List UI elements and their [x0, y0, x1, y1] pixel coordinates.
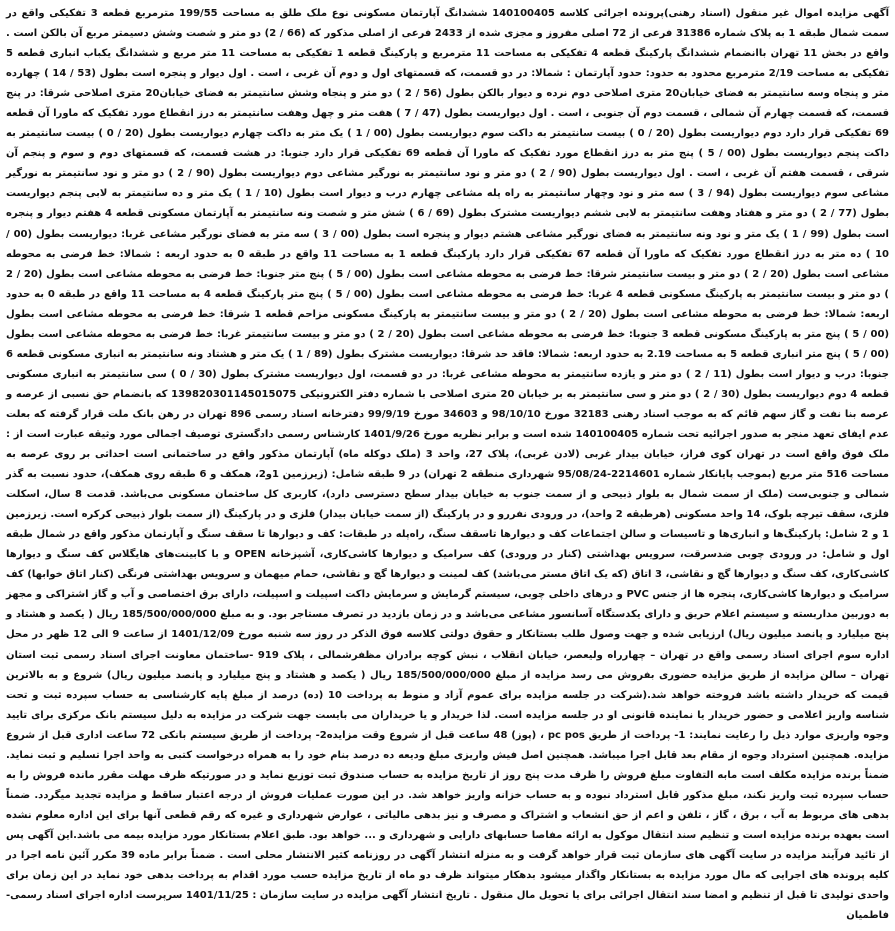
notice-signature: رسمی- فاطمیان — [6, 890, 889, 922]
notice-body: آگهی مزایده اموال غیر منقول (اسناد رهنی)پرونده اجرائی کلاسه 140100405 ششدانگ آپارتمان مسکونی نوع ملک طلق به مساحت 199/55 مترمربع قطعه 3 تفکیکی واقع در سمت شمال طبقه 1 به پلاک شماره 31386 فرعی از 72 اصلی مفروز و مجزی شده از 2433 فرعی از اصلی مذکور که (66 / 2) دو متر و شصت وشش دسیمتر مربع آن بالکن است . واقع در بخش 11 تهران باانضمام ششدانگ پارکینگ قطعه 4 تفکیکی به مساحت 11 مترمربع و پارکینگ قطعه 1 تفکیکی به مساحت 11 متر مربع و ششدانگ یکباب انباری قطعه 5 تفکیکی به مساحت 2/19 مترمربع محدود به حدود: حدود آپارتمان : شمالا: در دو قسمت، که قسمتهای اول و دوم آن غربی ، است . اول دیوار و پنجره است بطول (53 / 14 ) چهارده متر و پنجاه وسه سانتیمتر به فضای خیابان20 متری اصلاحی دوم نرده و دیوار بالکن بطول (56 / 2 ) دو متر و پنجاه وشش سانتیمتر به فضای خیابان20 متری اصلاحی شرقا: در پنج قسمت، که قسمت چهارم آن شمالی ، قسمت دوم آن جنوبی ، است . اول دیواریست بطول (47 / 7 ) هفت متر و چهل وهفت سانتیمتر به درز انقطاع مورد تفکیک که ماورا آن قطعه 69 تفکیکی قرار دارد دوم دیواریست بطول (20 / 0 ) بیست سانتیمتر به داکت سوم دیواریست بطول (00 / 1 ) یک متر به داکت چهارم دیواریست بطول (20 / 0 ) بیست سانتیمتر به داکت پنجم دیواریست بطول (00 / 5 ) پنج متر به درز انقطاع مورد تفکیک که ماورا آن قطعه 69 تفکیکی قرار دارد جنوبا: در هشت قسمت، که قسمتهای دوم و سوم و پنجم آن شرقی ، قسمت هفتم آن غربی ، است . اول دیواریست بطول (90 / 2 ) دو متر و نود سانتیمتر به نورگیر مشاعی دوم دیواریست بطول (90 / 2 ) دو متر و نود سانتیمتر به نورگیر مشاعی سوم دیواریست بطول (94 / 3 ) سه متر و نود وچهار سانتیمتر به راه پله مشاعی چهارم درب و دیوار است بطول (10 / 1 ) یک متر و ده سانتیمتر به لابی پنجم دیواریست بطول (77 / 2 ) دو متر و هفتاد وهفت سانتیمتر به لابی ششم دیواریست مشترک بطول (69 / 6 ) شش متر و شصت ونه سانتیمتر به آپارتمان مسکونی قطعه 4 هفتم دیوار و پنجره است بطول (99 / 1 ) یک متر و نود ونه سانتیمتر به فضای نورگیر مشاعی هشتم دیوار و پنجره است بطول (00 / 3 ) سه متر به فضای نورگیر مشاعی غربا: دیواریست بطول (00 / 10 ) ده متر به درز انقطاع مورد تفکیک که ماورا آن قطعه 67 تفکیکی قرار دارد پارکینگ قطعه 1 به مساحت 11 واقع در طبقه 0 به حدود اربعه : شمالا: خط فرضی به محوطه مشاعی است بطول (20 / 2 ) دو متر و بیست سانتیمتر شرقا: خط فرضی به محوطه مشاعی است بطول (00 / 5 ) پنج متر جنوبا: خط فرضی به محوطه مشاعی است بطول (20 / 2 ) دو متر و بیست سانتیمتر به پارکینگ مسکونی قطعه 4 غربا: خط فرضی به محوطه مشاعی است بطول (00 / 5 ) پنج متر پارکینگ قطعه 4 به مساحت 11 واقع در طبقه 0 به حدود اربعه: شمالا: خط فرضی به محوطه مشاعی است بطول (20 / 2 ) دو متر و بیست سانتیمتر به پارکینگ مسکونی مزاحم قطعه 1 شرقا: خط فرضی به محوطه مشاعی است بطول (00 / 5 ) پنج متر به پارکینگ مسکونی قطعه 3 جنوبا: خط فرضی به محوطه مشاعی است بطول (20 / 2 ) دو متر و بیست سانتیمتر غربا: خط فرضی به محوطه مشاعی است بطول (00 / 5 ) پنج متر انباری قطعه 5 به مساحت 2.19 به حدود اربعه: شمالا: فاقد حد شرقا: دیواریست مشترک بطول (89 / 1 ) یک متر و هشتاد ونه سانتیمتر به انباری مسکونی قطعه 6 جنوبا: درب و دیوار است بطول (11 / 2 ) دو متر و یازده سانتیمتر به محوطه مشاعی غربا: در دو قسمت، اول دیواریست مشترک بطول (30 / 0 ) سی سانتیمتر به انباری مسکونی قطعه 4 دوم دیواریست بطول (30 / 2 ) دو متر و سی سانتیمتر به بر خیابان 20 متری اصلاحی با شماره دفتر الکترونیکی 139820301145015075 که بانضمام حق نسبی از عرصه و عرصه بنا نفت و گاز سهم قائم که به موجب اسناد رهنی 32183 مورخ 98/10/10 و 34603 مورخ 99/9/19 دفترخانه اسناد رسمی 896 تهران در رهن بانک ملت قرار گرفته که بعلت عدم ایفای تعهد منجر به صدور اجرائیه تحت شماره 140100405 شده است و برابر نظریه مورخ 1401/9/26 کارشناس رسمی دادگستری توصیف اجمالی مورد وثیقه عبارت است از : ملک فوق واقع است در تهران کوی فراز، خیابان بیدار غربی (لادن غربی)، پلاک 27، واحد 3 (ملک دوکله ماه) آپارتمان مذکور واقع در ساختمانی است احداثی بر روی عرصه به مساحت 516 متر مربع (بموجب پایانکار شماره 2214601-95/08/24 شهرداری منطقه 2 تهران) در 9 طبقه شامل: (زیرزمین 1و2، همکف و 6 طبقه روی همکف)، حدود نسبت به گذر شمالی و جنوبی‌ست (ملک از سمت شمال به بلوار ذبیحی و از سمت جنوب به خیابان بیدار سطح دسترسی دارد)، کاربری کل ساختمان مسکونی می‌باشد. قدمت 8 سال، اسکلت فلزی، سقف تیرچه بلوک، 14 واحد مسکونی (هرطبقه 2 واحد)، در ورودی نفررو و در پارکینگ (از سمت خیابان بیدار) فلزی و در پارکینگ (از سمت بلوار ذبیحی کرکره است. زیرزمین 1 و 2 شامل: پارکینگ‌ها و انباری‌ها و تاسیسات و سالن اجتماعات کف و دیوارها تاسقف سنگ، راه‌پله در طبقات: کف و دیوارها تا سقف سنگ و آپارتمان مذکور واقع در شمال طبقه اول و شامل: در ورودی چوبی ضدسرقت، سرویس بهداشتی (کنار در ورودی) کف سرامیک و دیوارها کاشی‌کاری، آشپزخانه OPEN و با کابینت‌های هایگلاس کف سنگ و دیوارها کاشی‌کاری، کف سنگ و دیوارها گچ و نقاشی، 3 اتاق (که یک اتاق مستر می‌باشد) کف لمینت و دیوارها گچ و نقاشی، حمام میهمان و سرویس بهداشتی فرنگی (کنار اتاق خوابها) کف سرامیک و دیوارها کاشی‌کاری، پنجره ها از جنس PVC و درهای داخلی چوبی، سیستم گرمایش و سرمایش داکت اسپیلت و اسپیلت، دارای برق اختصاصی و آب و گاز اشتراکی و مجهز به دوربین مداربسته و سیستم اعلام حریق و دارای یکدستگاه آسانسور مشاعی می‌باشد و در زمان بازدید در تصرف مستاجر بود. و به مبلغ 185/500/000/000 ریال ( یکصد و هشتاد و پنج میلیارد و پانصد میلیون ریال) ارزیابی شده و جهت وصول طلب بستانکار و حقوق دولتی کلاسه فوق الذکر در روز سه شنبه مورخ 1401/12/09 از ساعت 9 الی 12 ظهر در محل اداره سوم اجرای اسناد رسمی واقع در تهران – چهارراه ولیعصر، خیابان انقلاب ، نبش کوچه برادران مظفرشمالی ، پلاک 919 -ساختمان معاونت اجرای اسناد رسمی ثبت استان تهران – سالن مزایده از طریق مزایده حضوری بفروش می رسد مزایده از مبلغ 185/500/000/000 ریال ( یکصد و هشتاد و پنج میلیارد و پانصد میلیون ریال) شروع و به بالاترین قیمت که خریدار داشته باشد فروخته خواهد شد.(شرکت در جلسه مزایده برای عموم آزاد و منوط به پرداخت 10 (ده) درصد از مبلغ پایه کارشناسی به حساب سپرده ثبت و تحت شناسه واریز اعلامی و حضور خریدار یا نماینده قانونی او در جلسه مزایده است. لذا خریدار و یا خریداران می بایست جهت شرکت در مزایده به دلیل سیستم بانک مرکزی برای تایید وجوه واریزی موارد ذیل را رعایت نمایند: 1- پرداخت از طریق pc pos ، (پوز) 48 ساعت قبل از شروع وقت مزایده2- پرداخت از طریق سیستم بانکی 72 ساعت اداری قبل از شروع مزایده. همچنین استرداد وجوه از مقام بعد قابل اجرا میباشد. همچنین اصل فیش واریزی مبلغ ودیعه ده درصد بنام خود را به همراه درخواست کتبی به واحد اجرا تسلیم و ثبت نماید. ضمناً برنده مزایده مکلف است مابه التفاوت مبلغ فروش را ظرف مدت پنج روز از تاریخ مزایده به حساب صندوق ثبت توزیع نماید و در صورتیکه ظرف مهلت مقرر مانده فروش را به حساب سپرده ثبت واریز نکند، مبلغ مذکور قابل استرداد نبوده و به حساب خزانه واریز خواهد شد. در این صورت عملیات فروش از درجه اعتبار ساقط و مزایده تجدید میگردد. ضمناً بدهی های مربوط به آب ، برق ، گاز ، تلفن و اعم از حق انشعاب و اشتراک و مصرف و نیز بدهی مالیاتی ، عوارض شهرداری و غیره که رقم قطعی آنها برای این اداره معلوم نشده است بعهده برنده مزایده است و تنظیم سند انتقال موکول به ارائه مفاصا حسابهای دارایی و شهرداری و ... خواهد بود. طبق اعلام بستانکار مورد مزایده بیمه می باشد.این آگهی پس از تائید فرآیند مزایده در سایت آگهی های سازمان ثبت قرار خواهد گرفت و به منزله انتشار آگهی در روزنامه کثیر الانتشار محلی است . ضمناً برابر ماده 39 مکرر آئین نامه اجرا در کلیه پرونده های اجرایی که مال مورد مزایده به بستانکار واگذار میشود بدهکار میتواند ظرف دو ماه از تاریخ مزایده حسب مورد اقدام به پرداخت بدهی خود نماید در این زمان برای واحدی تولیدی تا قبل از تنظیم و امضا سند انتقال اجرائی برای یا تحویل مال منقول . تاریخ انتشار آگهی مزایده در سایت سازمان : 1401/11/25 سرپرست اداره اجرای اسناد — [6, 8, 890, 902]
auction-notice-text — [6, 4, 889, 926]
